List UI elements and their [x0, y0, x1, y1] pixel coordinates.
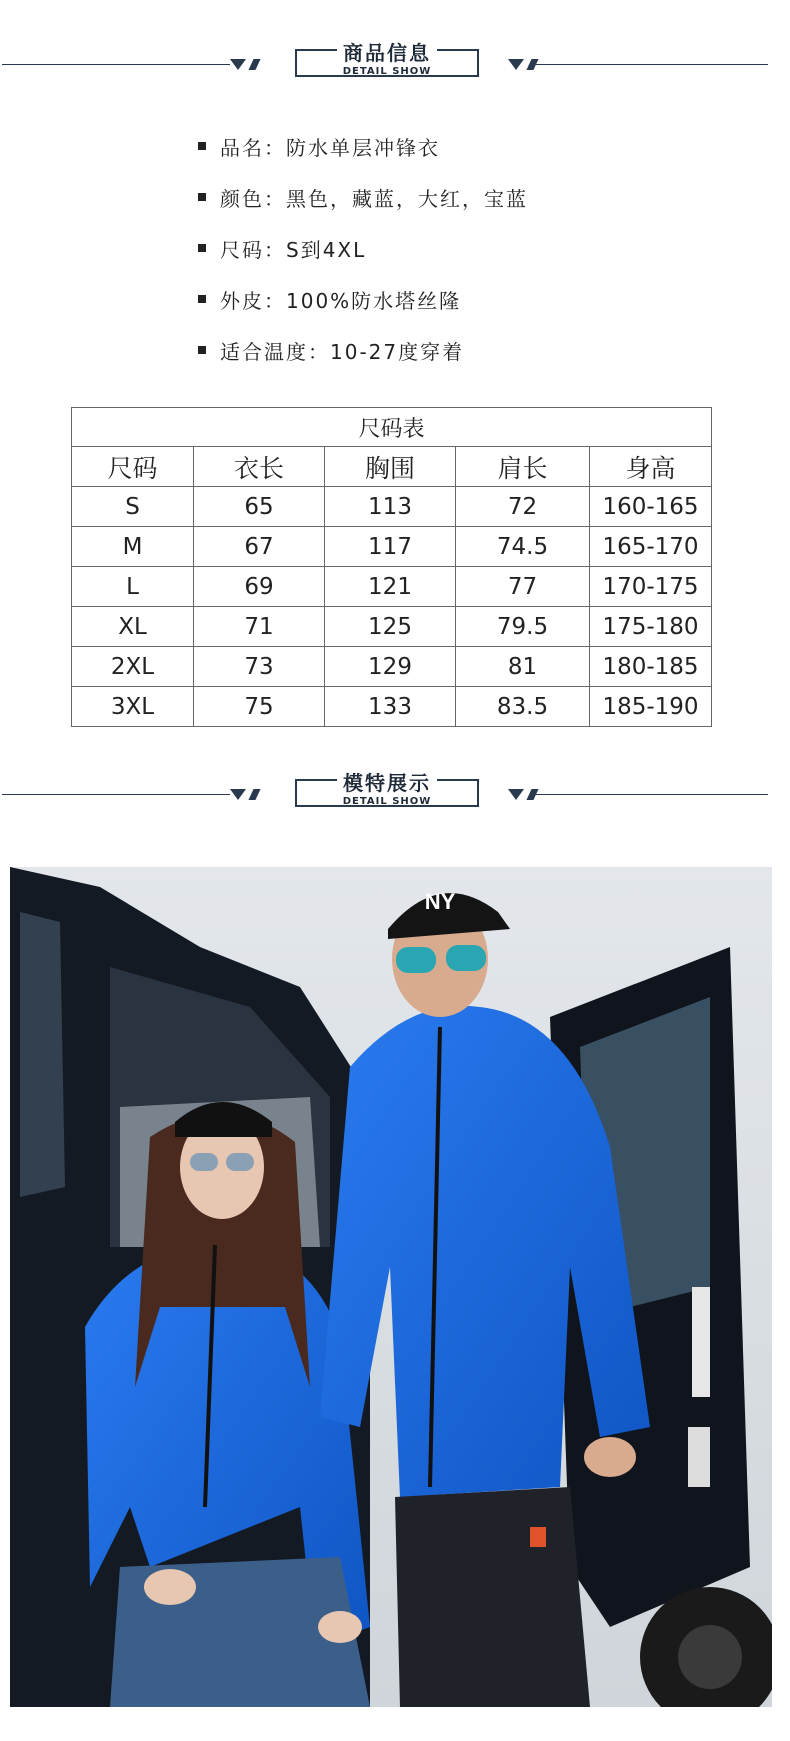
- column-header: 尺码: [72, 447, 194, 487]
- table-cell: 125: [325, 607, 456, 647]
- section-title: 模特展示: [343, 771, 431, 795]
- info-item-size: [195, 234, 528, 285]
- table-cell: 121: [325, 567, 456, 607]
- model-illustration: [10, 867, 772, 1707]
- table-cell: 113: [325, 487, 456, 527]
- table-cell: XL: [72, 607, 194, 647]
- column-header: 胸围: [325, 447, 456, 487]
- divider-line-left: [2, 64, 230, 65]
- bullet-icon: [198, 346, 206, 354]
- info-value: 防水单层冲锋衣: [286, 136, 440, 160]
- bullet-icon: [198, 295, 206, 303]
- section-header-detail: [0, 35, 790, 95]
- divider-line-right: [536, 64, 768, 65]
- table-cell: 165-170: [590, 527, 712, 567]
- bullet-icon: [198, 244, 206, 252]
- info-label: 外皮：: [220, 289, 286, 313]
- section-header-model: [0, 765, 790, 825]
- table-cell: 3XL: [72, 687, 194, 727]
- arrow-mark-icon: [230, 59, 246, 70]
- info-label: 适合温度：: [220, 340, 330, 364]
- table-cell: 129: [325, 647, 456, 687]
- slash-mark-icon: [248, 59, 260, 70]
- cap-logo: NY: [424, 889, 456, 914]
- table-row: [72, 567, 712, 607]
- table-cell: 73: [194, 647, 325, 687]
- table-cell: 65: [194, 487, 325, 527]
- section-title: 商品信息: [343, 41, 431, 65]
- arrow-mark-icon: [508, 59, 524, 70]
- table-cell: 180-185: [590, 647, 712, 687]
- info-item-shell: [195, 285, 528, 336]
- table-cell: 117: [325, 527, 456, 567]
- table-cell: 71: [194, 607, 325, 647]
- table-caption: 尺码表: [72, 408, 712, 447]
- model-photo: [10, 867, 772, 1707]
- table-cell: 69: [194, 567, 325, 607]
- divider-line-left: [2, 794, 230, 795]
- product-info-list: [195, 132, 528, 387]
- column-header: 身高: [590, 447, 712, 487]
- info-value: 黑色，藏蓝，大红，宝蓝: [286, 187, 528, 211]
- info-label: 尺码：: [220, 238, 286, 262]
- table-cell: L: [72, 567, 194, 607]
- arrow-mark-icon: [230, 789, 246, 800]
- table-cell: 77: [456, 567, 590, 607]
- info-value: 100%防水塔丝隆: [286, 289, 462, 313]
- table-cell: S: [72, 487, 194, 527]
- table-row: [72, 527, 712, 567]
- table-cell: 67: [194, 527, 325, 567]
- table-cell: 74.5: [456, 527, 590, 567]
- arrow-mark-icon: [508, 789, 524, 800]
- divider-line-right: [536, 794, 768, 795]
- table-row: [72, 647, 712, 687]
- table-cell: 79.5: [456, 607, 590, 647]
- bullet-icon: [198, 193, 206, 201]
- table-cell: 2XL: [72, 647, 194, 687]
- info-label: 颜色：: [220, 187, 286, 211]
- column-header: 肩长: [456, 447, 590, 487]
- section-subtitle: DETAIL SHOW: [342, 66, 432, 77]
- info-item-name: [195, 132, 528, 183]
- table-cell: 133: [325, 687, 456, 727]
- info-value: S到4XL: [286, 238, 367, 262]
- info-item-color: [195, 183, 528, 234]
- table-row: [72, 487, 712, 527]
- column-header: 衣长: [194, 447, 325, 487]
- table-row: [72, 687, 712, 727]
- table-cell: 83.5: [456, 687, 590, 727]
- bullet-icon: [198, 142, 206, 150]
- table-cell: 170-175: [590, 567, 712, 607]
- table-cell: 75: [194, 687, 325, 727]
- slash-mark-icon: [248, 789, 260, 800]
- table-cell: 185-190: [590, 687, 712, 727]
- table-row: [72, 607, 712, 647]
- table-cell: 160-165: [590, 487, 712, 527]
- info-item-temperature: [195, 336, 528, 387]
- table-cell: 175-180: [590, 607, 712, 647]
- info-label: 品名：: [220, 136, 286, 160]
- table-cell: M: [72, 527, 194, 567]
- size-chart-table: [71, 407, 712, 727]
- table-cell: 81: [456, 647, 590, 687]
- table-cell: 72: [456, 487, 590, 527]
- info-value: 10-27度穿着: [330, 340, 465, 364]
- section-subtitle: DETAIL SHOW: [342, 796, 432, 807]
